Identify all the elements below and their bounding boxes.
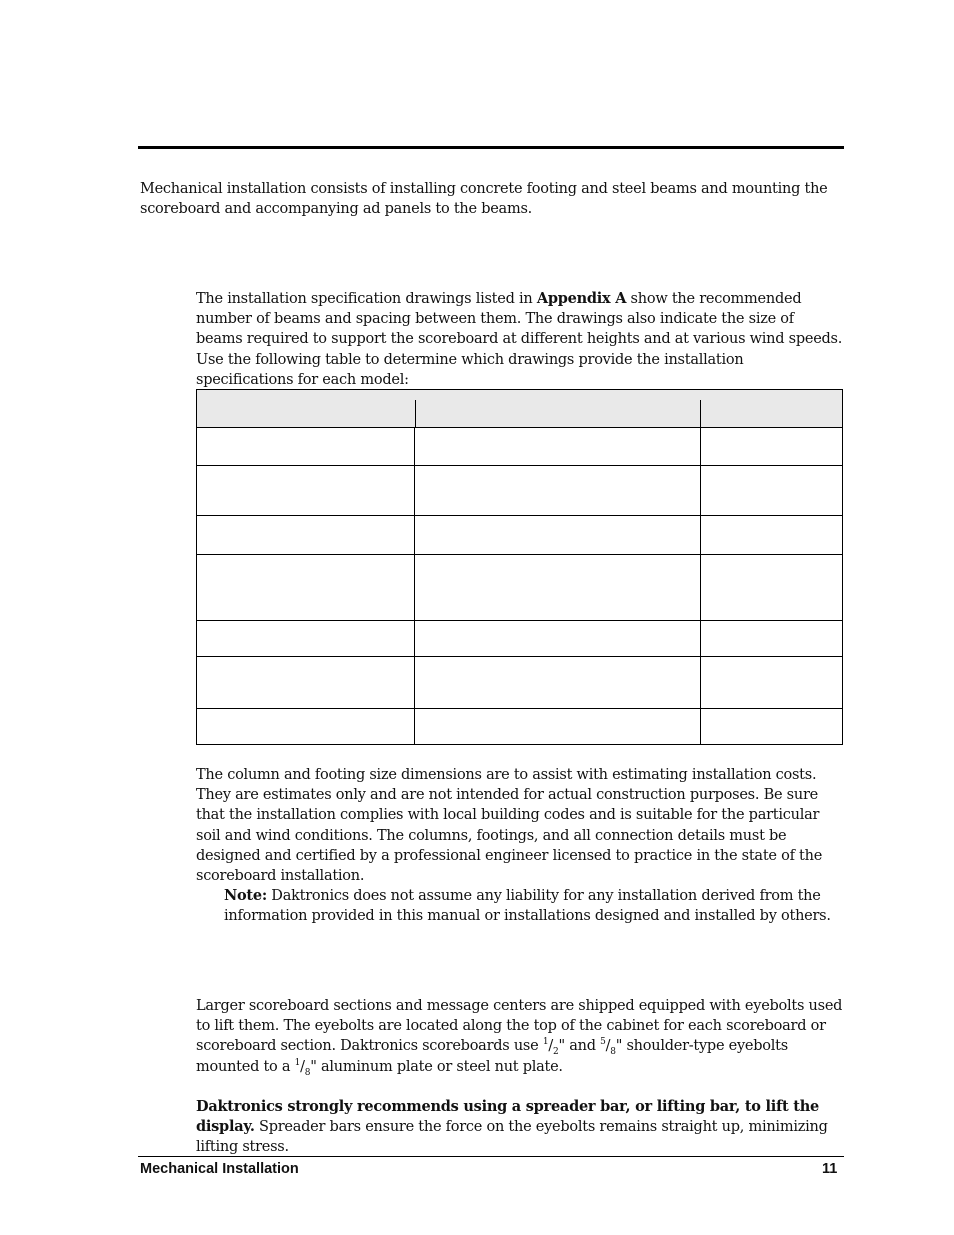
column-footing-paragraph: The column and footing size dimensions are to assist with estimating installation costs. They are estimates only and are not intended for actual construction purposes. Be sure that the installation complies with local building codes and is suitable for the particular soil and wind conditions. The columns, footings, and all connection details must be designed and certified by a professional engineer licensed to practice in the state of the scoreboard installation. bbox=[196, 767, 823, 885]
row-divider bbox=[197, 708, 842, 709]
row-divider bbox=[197, 620, 842, 621]
column-divider bbox=[414, 428, 415, 744]
appendix-reference: Appendix A bbox=[536, 290, 627, 307]
footer-section-title: Mechanical Installation bbox=[140, 1161, 299, 1177]
row-divider bbox=[197, 515, 842, 516]
spreader-recommendation: Daktronics strongly recommends using a spreader bar, or lifting bar, to lift the display. bbox=[196, 1098, 819, 1136]
top-rule bbox=[138, 146, 844, 149]
note-paragraph: Note: Daktronics does not assume any liability for any installation derived from the information provided in this manual or installations designed and installed by others. bbox=[224, 887, 831, 925]
header-separator bbox=[415, 400, 416, 428]
intro-paragraph: Mechanical installation consists of installing concrete footing and steel beams and mounting the scoreboard and accompanying ad panels to the beams. bbox=[140, 181, 828, 218]
table-header bbox=[197, 390, 842, 428]
footer-rule bbox=[138, 1156, 844, 1157]
row-divider bbox=[197, 554, 842, 555]
eyebolt-paragraph: Larger scoreboard sections and message centers are shipped equipped with eyebolts used to lift them. The eyebolts are located along the top of the cabinet for each scoreboard or scoreboard section. Daktronics scoreboards use $^1/_2$" and $^5/_8$" shoulder-type eyebolts mounted to a $^1/_8$" aluminum plate or steel nut plate. bbox=[196, 998, 843, 1078]
page-number: 11 bbox=[822, 1161, 838, 1177]
column-divider bbox=[700, 428, 701, 744]
header-separator bbox=[700, 400, 701, 428]
note-label: Note: bbox=[224, 887, 267, 904]
row-divider bbox=[197, 465, 842, 466]
spreader-bar-paragraph: Daktronics strongly recommends using a spreader bar, or lifting bar, to lift the display. Spreader bars ensure the force on the eyebolts remains straight up, minimizing lifting stress. bbox=[196, 1098, 828, 1156]
spec-table bbox=[196, 389, 843, 745]
spec-paragraph: The installation specification drawings listed in Appendix A show the recommended number of beams and spacing between them. The drawings also indicate the size of beams required to support the scoreboard at different heights and at various wind speeds. Use the following table to determine which drawings provide the installation specifications for each model: bbox=[196, 290, 843, 388]
row-divider bbox=[197, 656, 842, 657]
